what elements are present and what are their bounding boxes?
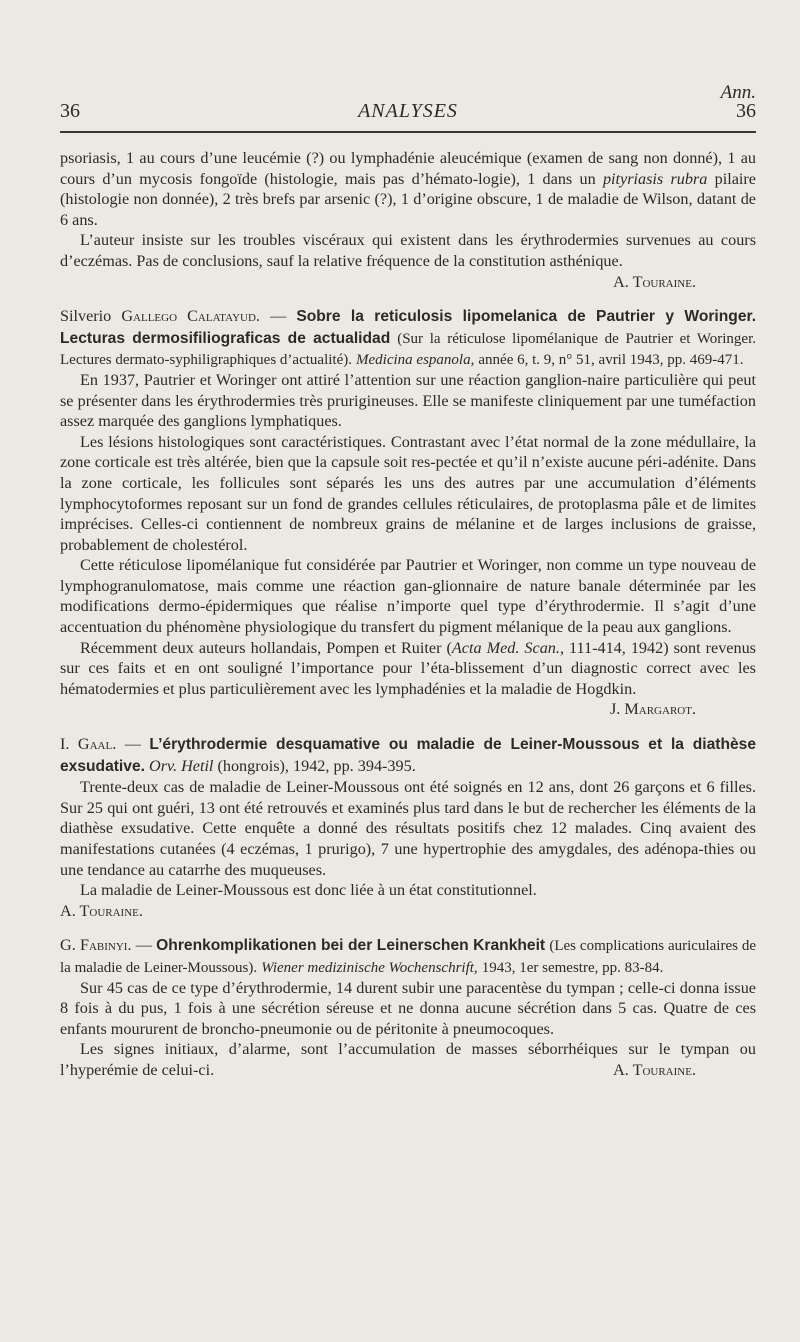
signature: A. Touraine. bbox=[613, 1060, 696, 1079]
entry-heading: I. Gaal. — L’érythrodermie desquamative ou maladie de Leiner-Moussous et la diathèse exsudative. Orv. Hetil (hongrois), 1942, pp. 394-395. bbox=[60, 735, 756, 775]
page-number-left: 36 bbox=[60, 100, 80, 122]
entry-title: Ohrenkomplikationen bei der Leinerschen Krankheit bbox=[156, 937, 546, 955]
paragraph: Cette réticulose lipomélanique fut considérée par Pautrier et Woringer, non comme un type nouveau de lymphogranulomatose, mais comme une réaction gan-glionnaire de nature banale déterminée par les modifications dermo-épidermiques que réalise n’importe quel type d’érythrodermie. Il s’agit d’une accentuation du phénomène physiologique du transfert du pigment mélanique de la peau aux ganglions. bbox=[60, 556, 756, 637]
paragraph: Les signes initiaux, d’alarme, sont l’accumulation de masses séborrhéiques sur le tympan ou l’hyperémie de celui-ci. A. Touraine. bbox=[60, 1040, 756, 1079]
paragraph: Sur 45 cas de ce type d’érythrodermie, 14 durent subir une paracentèse du tympan ; celle-ci donna issue 8 fois à du pus, 1 fois à une sécrétion séreuse et ne donna aucune sécrétion dans 5 cas. Quatre de ces enfants moururent de broncho-pneumonie ou de péritonite à pneumocoques. bbox=[60, 978, 756, 1038]
paragraph: La maladie de Leiner-Moussous est donc liée à un état constitutionnel. bbox=[80, 881, 537, 900]
paragraph: En 1937, Pautrier et Woringer ont attiré l’attention sur une réaction ganglion-naire particulière qui peut se présenter dans les érythrodermies très prurigineuses. Elle se manifeste cliniquement par une tuméfaction assez marquée des ganglions lymphatiques. bbox=[60, 370, 756, 431]
author-name: I. Gaal. bbox=[60, 735, 117, 754]
intro-paragraph-2: L’auteur insiste sur les troubles viscéraux qui existent dans les érythrodermies survenues au cours d’eczémas. Pas de conclusions, sauf la relative fréquence de la constitution asthénique. A. Touraine. bbox=[60, 231, 756, 291]
section-title: ANALYSES bbox=[358, 100, 458, 122]
entry-title: L’érythrodermie desquamative ou maladie de Leiner-Moussous et la diathèse exsudative. bbox=[60, 736, 756, 775]
article-body bbox=[60, 148, 756, 1081]
header-rule bbox=[60, 131, 756, 133]
paragraph: Récemment deux auteurs hollandais, Pompen et Ruiter (Acta Med. Scan., 111-414, 1942) sont revenus sur ces faits et en ont souligné l’importance pour l’éta-blissement d’un diagnostic correct avec les hématodermies et plus particulièrement avec les lymphadénies et la maladie de Hogdkin. J. Margarot. bbox=[60, 638, 756, 719]
review-entry-3 bbox=[60, 935, 756, 1080]
entry-title: Sobre la reticulosis lipomelanica de Pautrier y Woringer. Lecturas dermosifiliograficas de actualidad bbox=[60, 308, 757, 347]
signature: A. Touraine. bbox=[613, 272, 696, 291]
journal-name: Wiener medizinische Wochenschrift, bbox=[261, 959, 478, 976]
author-name: Silverio Gallego Calatayud. bbox=[60, 307, 260, 326]
review-entry-1 bbox=[60, 306, 756, 720]
paragraph: Les lésions histologiques sont caractéristiques. Contrastant avec l’état normal de la zone médullaire, la zone corticale est très altérée, bien que la capsule soit res-pectée et qu’il n’existe aucune péri-adénite. Dans la zone corticale, les follicules sont séparés les uns des autres par une accumulation d’éléments lymphocytoformes reposant sur un fond de grandes cellules réticulaires, de protoplasma pâle et de limites imprécises. Celles-ci contiennent de nombreux grains de mélanine et de larges inclusions de graisse, probablement de cholestérol. bbox=[60, 432, 756, 554]
journal-name: Medicina espanola, bbox=[356, 352, 475, 369]
intro-paragraph-1: psoriasis, 1 au cours d’une leucémie (?) ou lymphadénie aleucémique (examen de sang non donné), 1 au cours d’un mycosis fongoïde (histologie, mais pas d’hémato-logie), 1 dans un pityriasis rubra pilaire (histologie non donnée), 2 très brefs par arsenic (?), 1 d’origine obscure, 1 de maladie de Wilson, datant de 6 ans. bbox=[60, 149, 756, 229]
ann-mark: Ann. bbox=[720, 82, 756, 103]
review-entry-2 bbox=[60, 734, 756, 921]
running-header bbox=[60, 100, 756, 126]
author-name: G. Fabinyi. bbox=[60, 936, 132, 955]
entry-heading: Silverio Gallego Calatayud. — Sobre la reticulosis lipomelanica de Pautrier y Woringer. Lecturas dermosifiliograficas de actualidad (Sur la réticulose lipomélanique de Pautrier et Woringer. Lectures dermato-syphiligraphiques d’actualité). Medicina espanola, année 6, t. 9, n° 51, avril 1943, pp. 469-471. bbox=[60, 307, 757, 369]
paragraph: Trente-deux cas de maladie de Leiner-Moussous ont été soignés en 12 ans, dont 26 garçons et 6 filles. Sur 25 qui ont guéri, 13 ont été retrouvés et examinés plus tard dans le but de rechercher les éléments de la diathèse exsudative. Cette enquête a donné des résultats positifs chez 12 malades. Cinq avaient des manifestations cutanées (4 eczémas, 1 prurigo), 7 une hypertrophie des amygdales, des adénopa-thies ou une tendance au catarrhe des muqueuses. bbox=[60, 778, 756, 879]
page-number-right: 36 bbox=[736, 100, 756, 122]
journal-name: Orv. Hetil bbox=[149, 756, 214, 775]
signature: J. Margarot. bbox=[609, 700, 696, 719]
signature: A. Touraine. bbox=[60, 901, 143, 920]
entry-heading: G. Fabinyi. — Ohrenkomplikationen bei der Leinerschen Krankheit (Les complications auriculaires de la maladie de Leiner-Moussous). Wiener medizinische Wochenschrift, 1943, 1er semestre, pp. 83-84. bbox=[60, 936, 757, 976]
